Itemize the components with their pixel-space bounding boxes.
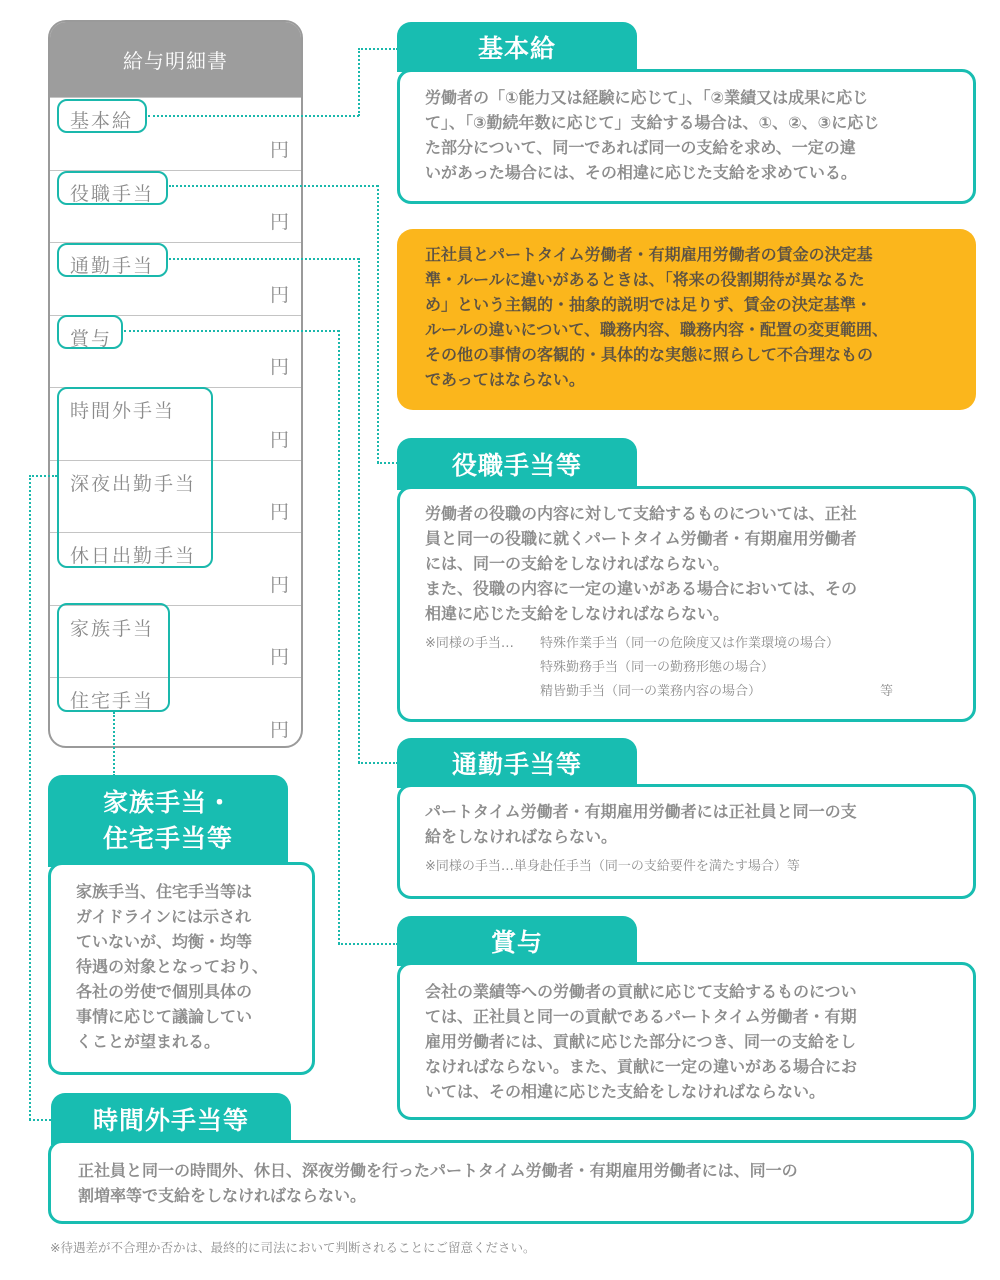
highlight-commute-allowance xyxy=(57,243,168,277)
row-label: 通勤手当 xyxy=(70,255,155,277)
family-housing-title-line1: 家族手当・ xyxy=(102,788,233,817)
row-label: 役職手当 xyxy=(70,182,155,205)
yen-unit: 円 xyxy=(269,428,289,451)
basic-pay-text: て」、「③勤続年数に応じて」支給する場合は、①、②、③に応じ xyxy=(425,113,880,132)
family-housing-card xyxy=(48,862,315,1075)
yen-unit: 円 xyxy=(269,573,289,596)
principle-text: ルールの違いについて、職務内容、職務内容・配置の変更範囲、 xyxy=(425,320,889,339)
highlight-family-housing-group xyxy=(57,603,170,712)
family-housing-text: 各社の労使で個別具体の xyxy=(76,982,253,1001)
connector-overtime xyxy=(29,475,57,477)
bonus-text: 雇用労働者には、貢献に応じた部分につき、同一の支給をし xyxy=(425,1032,857,1051)
highlight-bonus xyxy=(57,315,123,349)
position-allowance-text: 労働者の役職の内容に対して支給するものについては、正社 xyxy=(425,504,857,523)
bonus-card xyxy=(397,962,976,1120)
principle-text: であってはならない。 xyxy=(425,370,585,389)
row-label: 住宅手当 xyxy=(70,690,155,712)
payslip-title: 給与明細書 xyxy=(50,22,301,97)
footnote: ※待遇差が不合理か否かは、最終的に司法において判断されることにご留意ください。 xyxy=(50,1240,536,1255)
bonus-text: いては、その相違に応じた支給をしなければならない。 xyxy=(425,1082,826,1101)
overtime-card xyxy=(48,1140,974,1224)
bonus-text: なければならない。また、貢献に一定の違いがある場合にお xyxy=(425,1057,858,1076)
yen-unit: 円 xyxy=(269,356,289,378)
connector-commute-allowance xyxy=(169,258,359,260)
commute-allowance-text: 給をしなければならない。 xyxy=(425,827,618,846)
highlight-overtime-group xyxy=(57,387,213,568)
row-label: 深夜出勤手当 xyxy=(70,472,197,495)
connector-bonus xyxy=(124,330,339,332)
principle-text: 正社員とパートタイム労働者・有期雇用労働者の賃金の決定基 xyxy=(425,245,873,264)
position-allowance-text: には、同一の支給をしなければならない。 xyxy=(425,554,730,573)
family-housing-text: くことが望まれる。 xyxy=(76,1032,221,1051)
note-item: 特殊作業手当（同一の危険度又は作業環境の場合） xyxy=(540,636,840,651)
yen-unit: 円 xyxy=(269,283,289,306)
family-housing-text: ていないが、均衡・均等 xyxy=(76,932,253,951)
bonus-text: ては、正社員と同一の貢献であるパートタイム労働者・有期 xyxy=(425,1007,857,1026)
commute-allowance-text: パートタイム労働者・有期雇用労働者には正社員と同一の支 xyxy=(425,802,857,821)
commute-note: ※同様の手当…単身赴任手当（同一の支給要件を満たす場合）等 xyxy=(425,859,800,874)
connector-bonus xyxy=(338,943,398,945)
basic-pay-text: いがあった場合には、その相違に応じた支給を求めている。 xyxy=(425,163,857,182)
connector-basic-pay xyxy=(358,48,360,116)
principle-text: め」という主観的・抽象的説明では足りず、賃金の決定基準・ xyxy=(425,295,872,314)
basic-pay-text: 労働者の「①能力又は経験に応じて」、「②業績又は成果に応じ xyxy=(425,88,869,107)
basic-pay-card xyxy=(397,69,976,204)
connector-position-allowance xyxy=(377,185,379,463)
position-allowance-text: 員と同一の役職に就くパートタイム労働者・有期雇用労働者 xyxy=(425,529,857,548)
highlight-position-allowance xyxy=(57,171,168,205)
connector-family-housing xyxy=(113,712,115,776)
row-label: 基本給 xyxy=(70,110,134,132)
commute-allowance-card xyxy=(397,784,976,899)
overtime-title: 時間外手当等 xyxy=(51,1093,291,1145)
yen-unit: 円 xyxy=(269,718,289,741)
connector-position-allowance xyxy=(377,462,398,464)
principle-text: その他の事情の客観的・具体的な実態に照らして不合理なもの xyxy=(425,345,874,364)
connector-bonus xyxy=(338,330,340,944)
yen-unit: 円 xyxy=(269,646,289,668)
yen-unit: 円 xyxy=(269,501,289,523)
row-label: 休日出勤手当 xyxy=(70,545,197,567)
commute-allowance-title: 通勤手当等 xyxy=(397,738,637,788)
overtime-text: 割増率等で支給をしなければならない。 xyxy=(78,1186,367,1205)
yen-unit: 円 xyxy=(269,138,289,161)
family-housing-text: ガイドラインには示され xyxy=(76,907,252,926)
similar-allowances-note xyxy=(425,632,948,704)
yen-unit: 円 xyxy=(269,211,289,233)
bonus-text: 会社の業績等への労働者の貢献に応じて支給するものについ xyxy=(425,982,857,1001)
overtime-text: 正社員と同一の時間外、休日、深夜労働を行ったパートタイム労働者・有期雇用労働者には、同一の xyxy=(78,1161,798,1180)
principle-box xyxy=(397,229,976,410)
row-label: 家族手当 xyxy=(70,617,155,640)
connector-overtime xyxy=(29,475,31,1120)
position-allowance-card xyxy=(397,486,976,722)
basic-pay-title: 基本給 xyxy=(397,22,637,72)
family-housing-title xyxy=(48,775,288,867)
position-allowance-text: また、役職の内容に一定の違いがある場合においては、その xyxy=(425,579,858,598)
connector-overtime xyxy=(29,1119,51,1121)
note-item: 精皆勤手当（同一の業務内容の場合） xyxy=(540,684,762,699)
position-allowance-text: 相違に応じた支給をしなければならない。 xyxy=(425,604,730,623)
highlight-basic-pay xyxy=(57,99,147,133)
note-item: 特殊勤務手当（同一の勤務形態の場合） xyxy=(540,660,775,675)
note-suffix: 等 xyxy=(880,684,894,699)
principle-text: 準・ルールに違いがあるときは、「将来の役割期待が異なるた xyxy=(425,270,865,289)
connector-basic-pay xyxy=(148,115,359,117)
basic-pay-text: た部分について、同一であれば同一の支給を求め、一定の違 xyxy=(425,138,856,157)
note-prefix: ※同様の手当… xyxy=(425,636,514,651)
family-housing-text: 事情に応じて議論してい xyxy=(76,1007,253,1026)
connector-basic-pay xyxy=(358,48,398,50)
row-label: 時間外手当 xyxy=(70,400,176,422)
bonus-title: 賞与 xyxy=(397,916,637,966)
family-housing-title-line2: 住宅手当等 xyxy=(102,824,233,853)
family-housing-text: 待遇の対象となっており、 xyxy=(76,957,269,976)
connector-position-allowance xyxy=(169,185,378,187)
connector-commute-allowance xyxy=(358,762,398,764)
connector-commute-allowance xyxy=(358,258,360,763)
position-allowance-title: 役職手当等 xyxy=(397,438,637,490)
family-housing-text: 家族手当、住宅手当等は xyxy=(76,882,253,901)
row-label: 賞与 xyxy=(70,327,113,350)
